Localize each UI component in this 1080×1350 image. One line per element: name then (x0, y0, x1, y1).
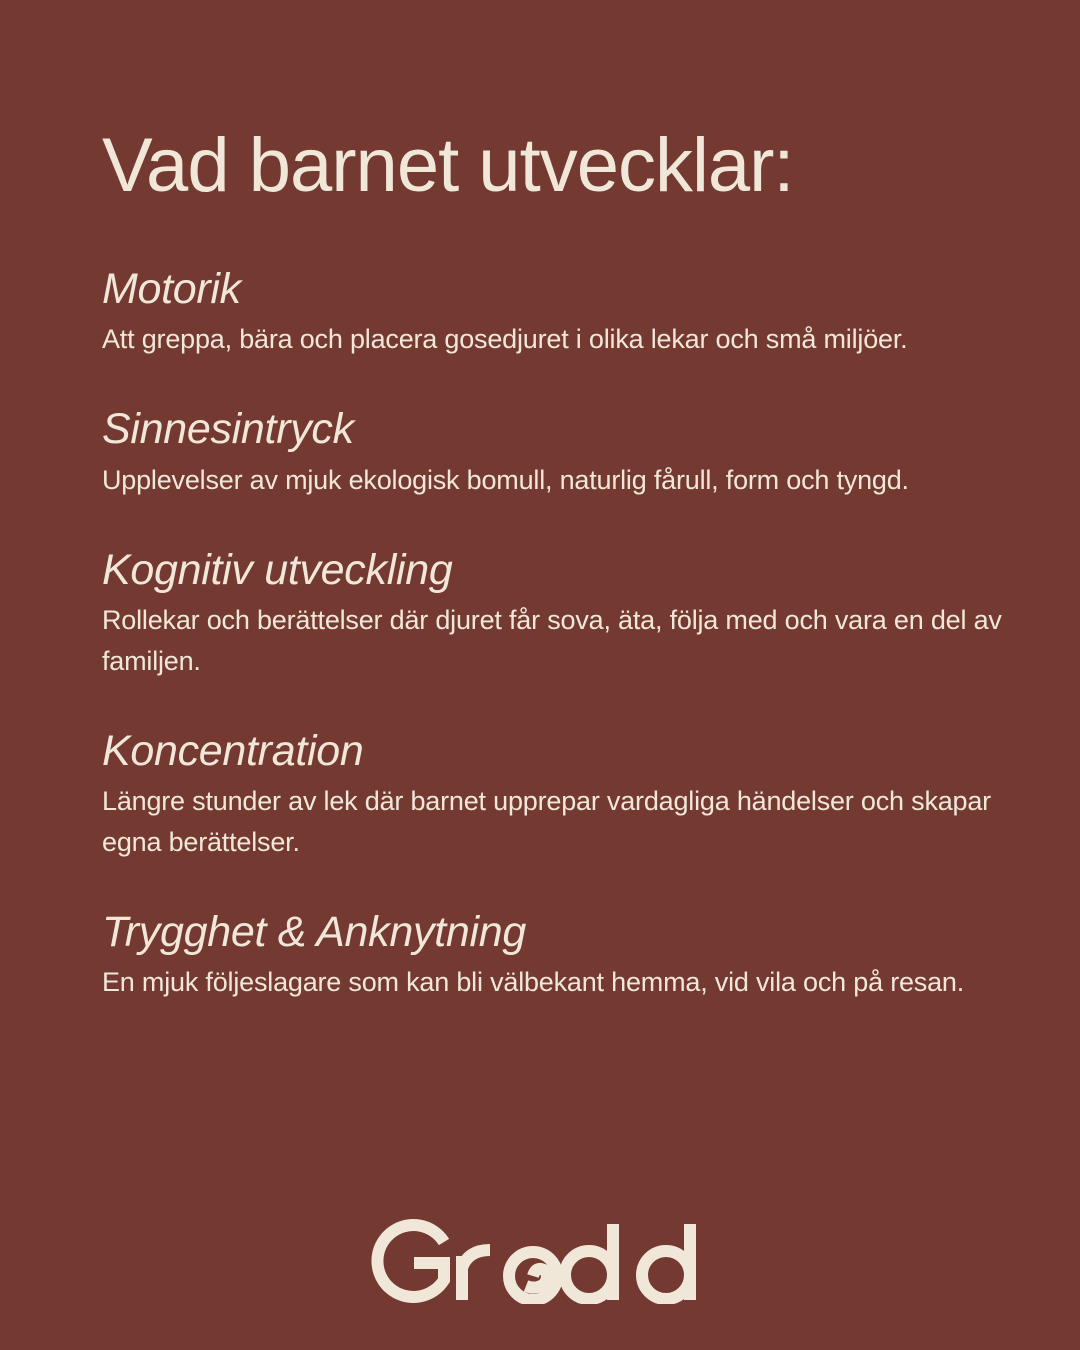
section-heading: Kognitiv utveckling (102, 545, 453, 594)
section-heading: Sinnesintryck (102, 405, 354, 454)
section-sinnesintryck (102, 406, 1022, 500)
grodd-logo (366, 1218, 714, 1304)
section-description: En mjuk följeslagare som kan bli välbekant hemma, vid vila och på resan. (102, 967, 965, 998)
section-description: Upplevelser av mjuk ekologisk bomull, naturlig fårull, form och tyngd. (102, 464, 909, 495)
section-motorik (102, 266, 1022, 360)
section-heading: Motorik (102, 265, 241, 313)
page-title: Vad barnet utvecklar: (102, 123, 794, 208)
section-heading: Koncentration (102, 726, 364, 775)
section-kognitiv-utveckling (102, 547, 1022, 682)
section-description: Att greppa, bära och placera gosedjuret i olika lekar och små miljöer. (102, 324, 908, 355)
section-koncentration (102, 728, 1022, 863)
section-description: Längre stunder av lek där barnet upprepar vardagliga händelser och skapar egna berättelser. (102, 786, 991, 858)
section-description: Rollekar och berättelser där djuret får sova, äta, följa med och vara en del av familjen. (102, 604, 1002, 676)
section-heading: Trygghet & Anknytning (102, 908, 526, 957)
development-list (102, 266, 1022, 1049)
section-trygghet-anknytning (102, 909, 1022, 1003)
